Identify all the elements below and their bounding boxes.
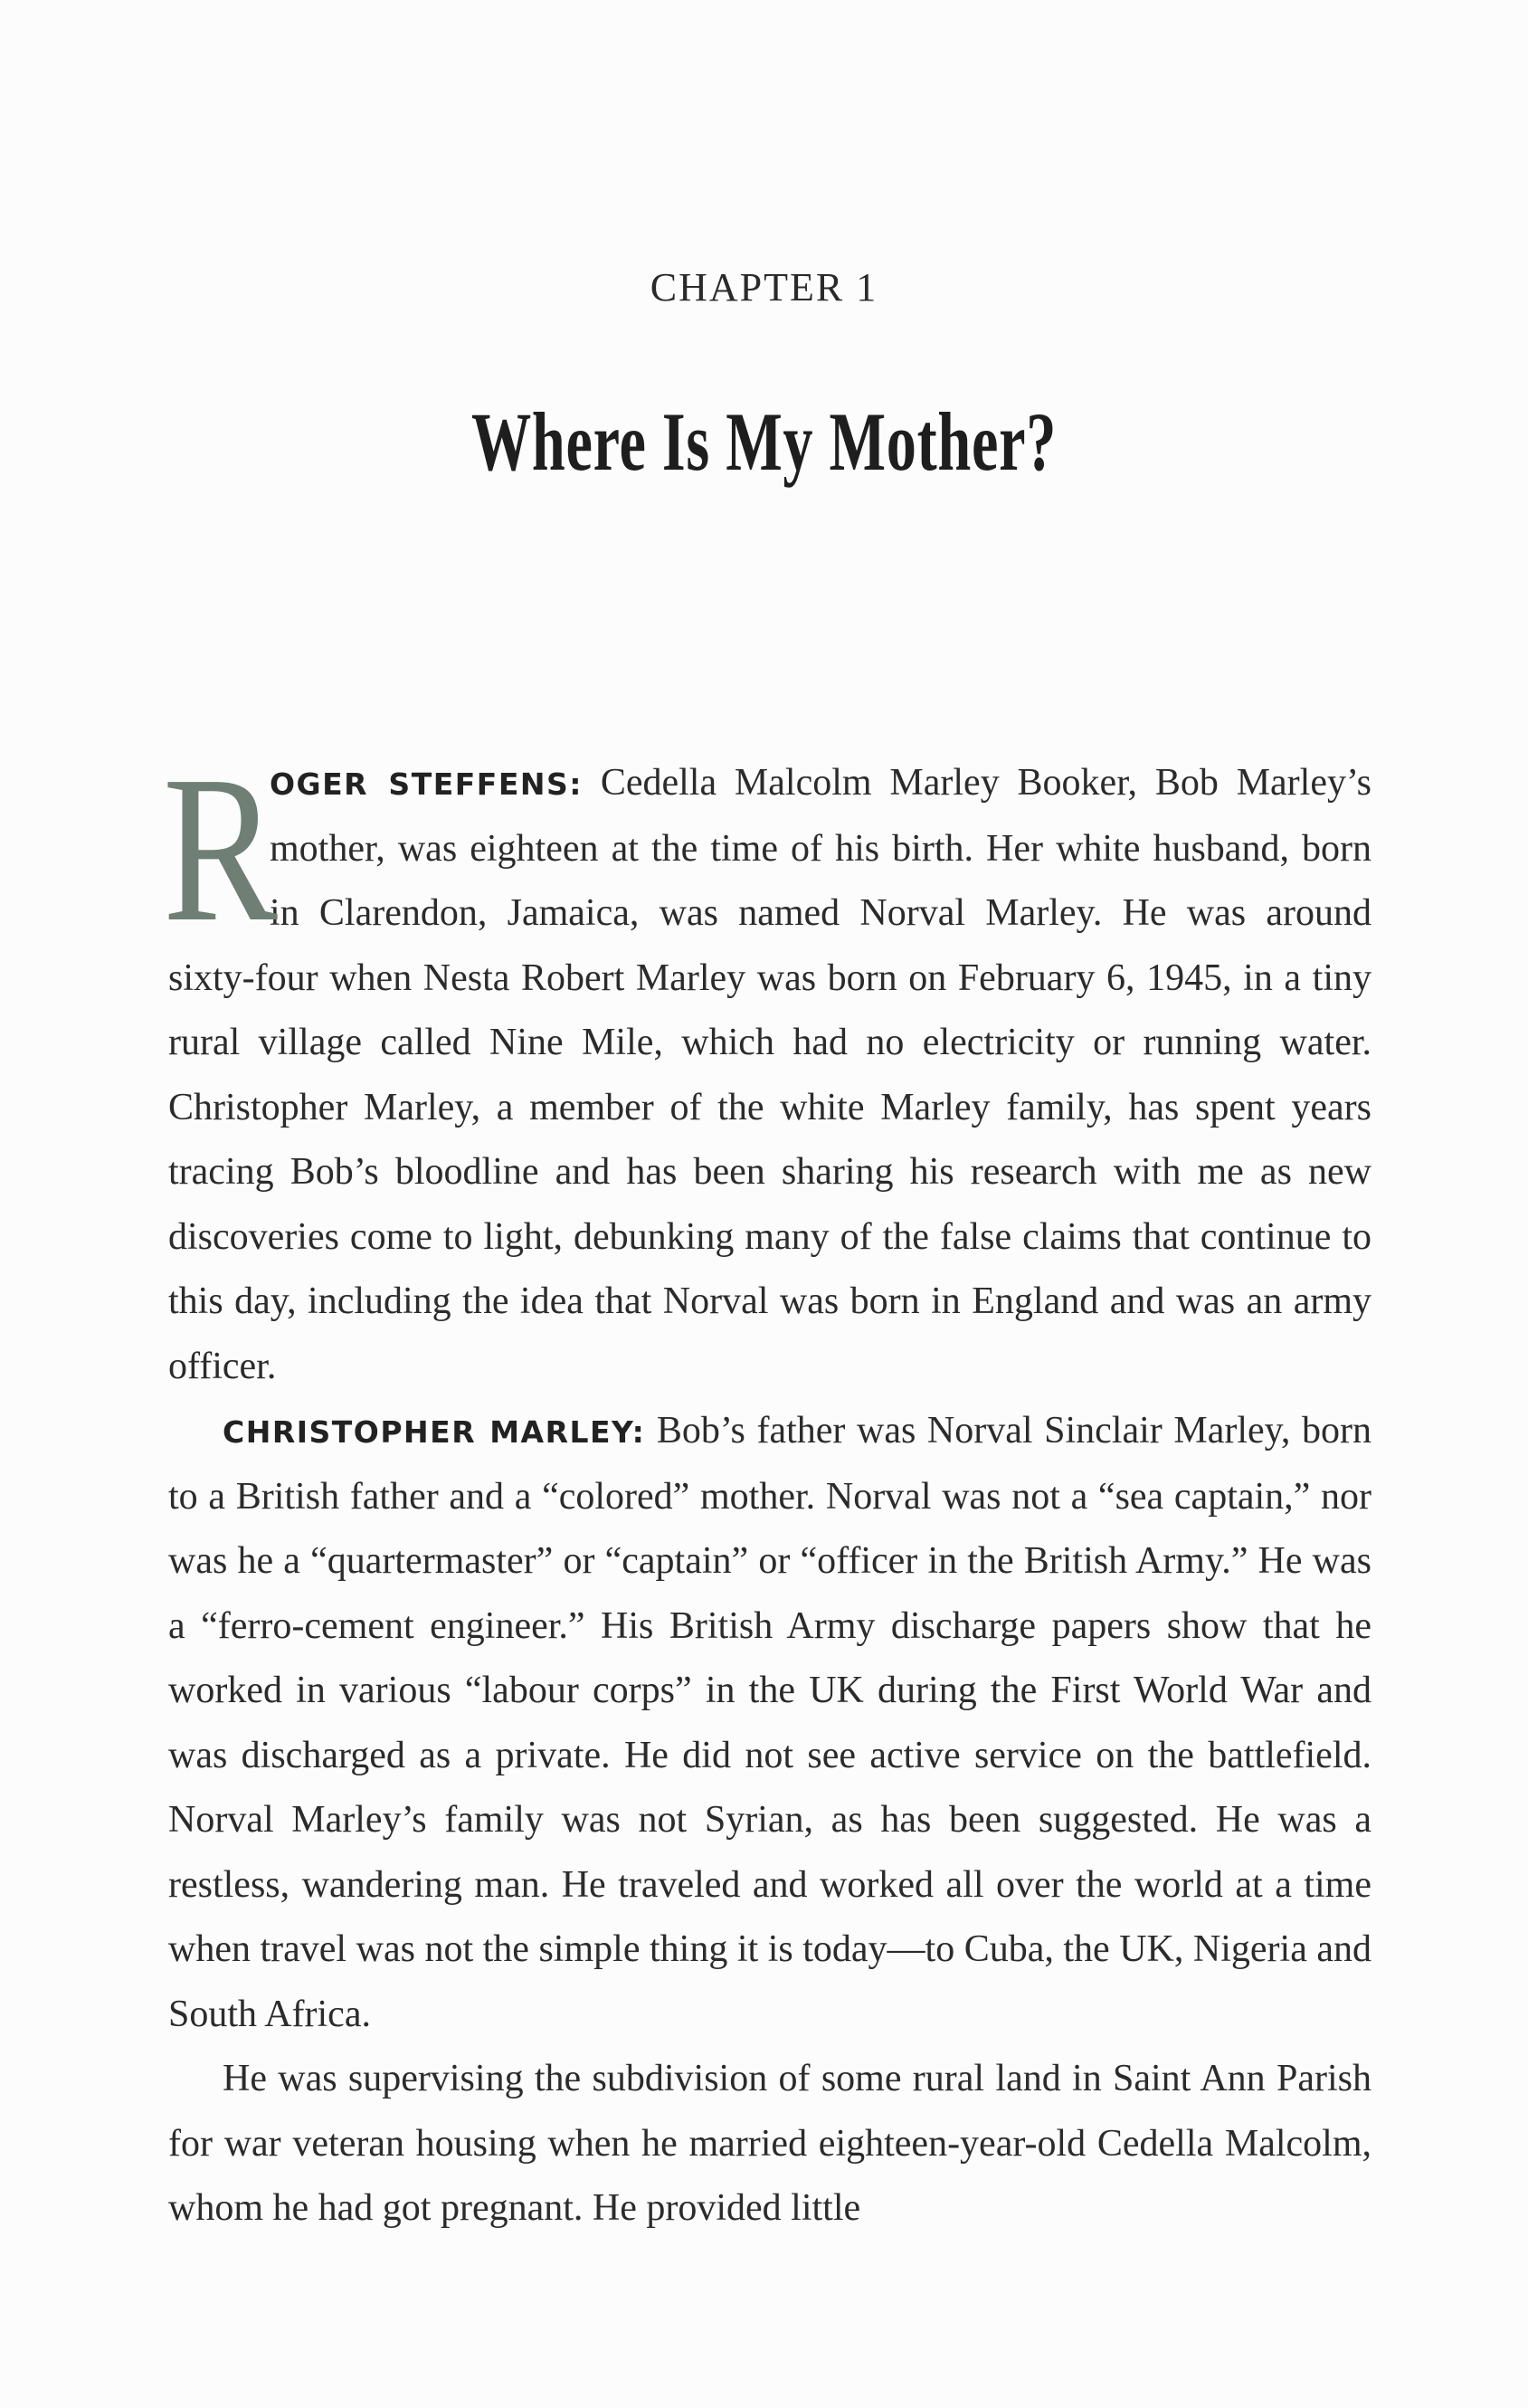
paragraph-2-text: Bob’s father was Norval Sinclair Marley, born to a British father and a “colored” mother. Norval was not a “sea captain,” nor was he a “quartermaster” or “captain” or “officer in the British Army.” He was a “ferro-cement engineer.” His British Army discharge papers show that he worked in various “labour corps” in the UK during the First World War and was discharged as a private. He did not see active service on the battlefield. Norval Marley’s family was not Syrian, as has been suggested. He was a restless, wandering man. He traveled and worked all over the world at a time when travel was not the simple thing it is today—to Cuba, the UK, Nigeria and South Africa. — [168, 1410, 1371, 2035]
speaker-name-roger-steffens: OGER STEFFENS: — [270, 766, 583, 802]
chapter-title: Where Is My Mother? — [470, 395, 1058, 488]
paragraph-2 — [168, 1399, 1371, 2047]
paragraph-1 — [163, 733, 1371, 1399]
paragraph-3-text: He was supervising the subdivision of some rural land in Saint Ann Parish for war veteran housing when he married eighteen-year-old Cedella Malcolm, whom he had got pregnant. He provided little — [168, 2058, 1371, 2229]
chapter-label: CHAPTER 1 — [650, 265, 878, 309]
paragraph-3 — [168, 2047, 1371, 2241]
drop-cap: R — [163, 733, 278, 966]
body-text — [163, 733, 1371, 2241]
paragraph-1-text: Cedella Malcolm Marley Booker, Bob Marley’s mother, was eighteen at the time of his birth. Her white husband, born in Clarendon, Jamaica, was named Norval Marley. He was around sixty-four when Nesta Robert Marley was born on February 6, 1945, in a tiny rural village called Nine Mile, which had no electricity or running water. Christopher Marley, a member of the white Marley family, has spent years tracing Bob’s bloodline and has been sharing his research with me as new discoveries come to light, debunking many of the false claims that continue to this day, including the idea that Norval was born in England and was an army officer. — [168, 762, 1371, 1387]
speaker-name-christopher-marley: CHRISTOPHER MARLEY: — [223, 1414, 646, 1450]
